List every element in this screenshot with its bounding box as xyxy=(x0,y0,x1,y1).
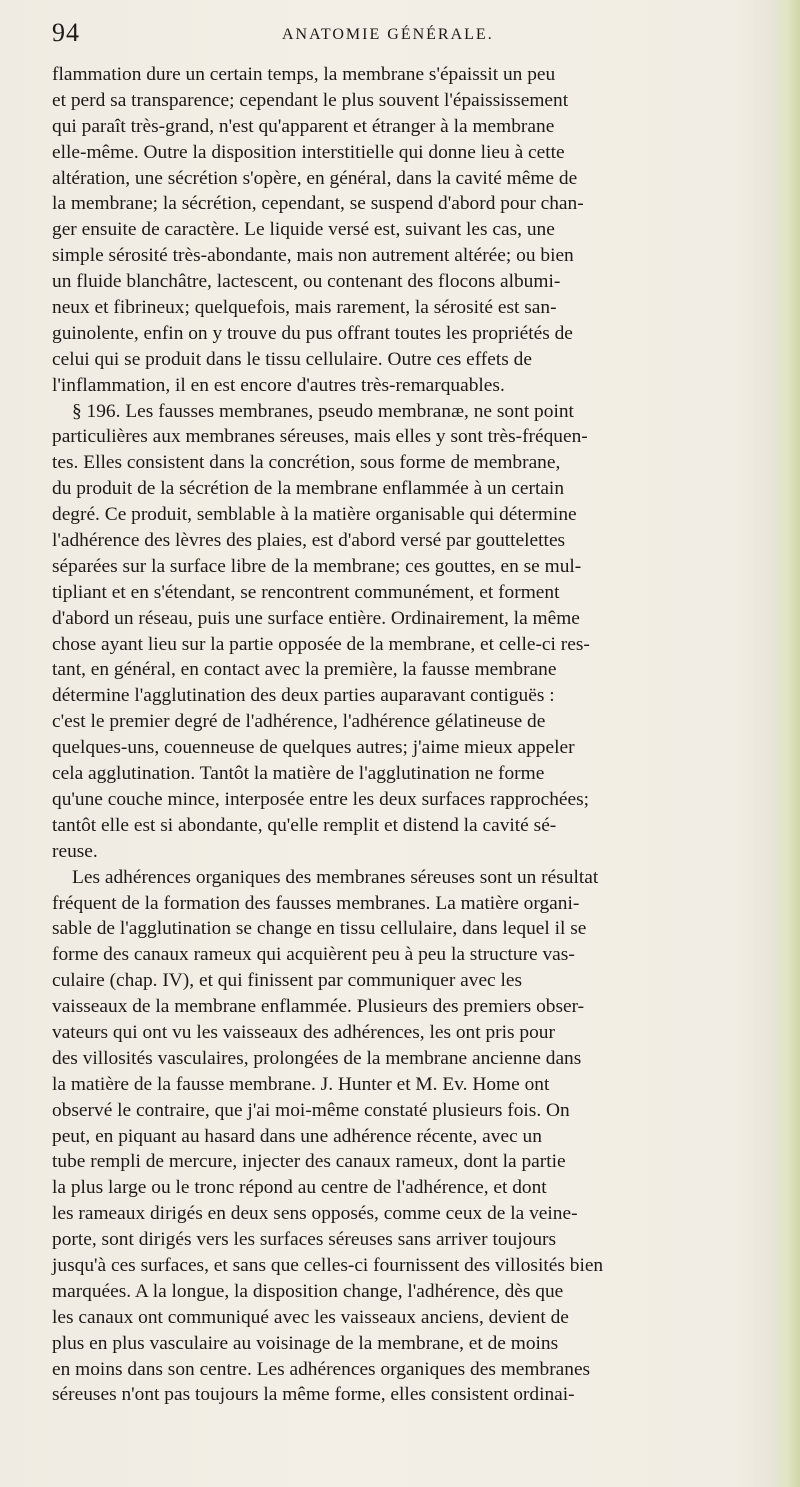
text-line: qui paraît très-grand, n'est qu'apparent et étranger à la membrane xyxy=(52,115,555,137)
text-line: quelques-uns, couenneuse de quelques autres; j'aime mieux appeler xyxy=(52,737,575,759)
text-line: sable de l'agglutination se change en tissu cellulaire, dans lequel il se xyxy=(52,918,587,940)
text-line: celui qui se produit dans le tissu cellulaire. Outre ces effets de xyxy=(52,348,532,370)
text-line: un fluide blanchâtre, lactescent, ou contenant des flocons albumi- xyxy=(52,271,561,293)
text-line: porte, sont dirigés vers les surfaces séreuses sans arriver toujours xyxy=(52,1229,557,1251)
text-line: simple sérosité très-abondante, mais non autrement altérée; ou bien xyxy=(52,245,574,267)
text-line: plus en plus vasculaire au voisinage de la membrane, et de moins xyxy=(52,1332,559,1354)
page-number: 94 xyxy=(52,18,80,47)
page-edge-shadow xyxy=(774,0,800,1487)
text-line: séreuses n'ont pas toujours la même forme, elles consistent ordinai- xyxy=(52,1384,575,1406)
text-line: et perd sa transparence; cependant le plus souvent l'épaississement xyxy=(52,89,569,111)
paragraph-start: Les adhérences organiques des membranes séreuses sont un résultat xyxy=(72,866,599,888)
text-line xyxy=(52,1408,764,1434)
text-line: flammation dure un certain temps, la membrane s'épaissit un peu xyxy=(52,64,556,85)
text-line: tant, en général, en contact avec la première, la fausse membrane xyxy=(52,659,557,681)
text-line: altération, une sécrétion s'opère, en général, dans la cavité même de xyxy=(52,167,578,189)
text-line: cela agglutination. Tantôt la matière de l'agglutination ne forme xyxy=(52,763,545,785)
text-line: jusqu'à ces surfaces, et sans que celles-ci fournissent des villosités bien xyxy=(52,1254,604,1276)
text-line: tipliant et en s'étendant, se rencontrent communément, et forment xyxy=(52,581,560,603)
text-line: culaire (chap. IV), et qui finissent par communiquer avec les xyxy=(52,970,523,992)
text-line: qu'une couche mince, interposée entre les deux surfaces rapprochées; xyxy=(52,788,590,810)
text-line: marquées. A la longue, la disposition change, l'adhérence, dès que xyxy=(52,1280,564,1302)
text-line: du produit de la sécrétion de la membrane enflammée à un certain xyxy=(52,478,565,500)
text-line: guinolente, enfin on y trouve du pus offrant toutes les propriétés de xyxy=(52,322,573,344)
text-line: vateurs qui ont vu les vaisseaux des adhérences, les ont pris pour xyxy=(52,1021,555,1043)
text-line: particulières aux membranes séreuses, mais elles y sont très-fréquen- xyxy=(52,426,588,448)
text-line: observé le contraire, que j'ai moi-même constaté plusieurs fois. On xyxy=(52,1099,570,1121)
text-line: neux et fibrineux; quelquefois, mais rarement, la sérosité est san- xyxy=(52,297,557,319)
text-line: des villosités vasculaires, prolongées de la membrane ancienne dans xyxy=(52,1047,582,1069)
text-line: ger ensuite de caractère. Le liquide versé est, suivant les cas, une xyxy=(52,219,555,241)
text-line: forme des canaux rameux qui acquièrent peu à peu la structure vas- xyxy=(52,944,575,966)
text-line: reuse. xyxy=(52,840,98,862)
text-line: l'adhérence des lèvres des plaies, est d'abord versé par gouttelettes xyxy=(52,530,566,552)
text-line: elle-même. Outre la disposition interstitielle qui donne lieu à cette xyxy=(52,141,565,163)
text-line: tantôt elle est si abondante, qu'elle remplit et distend la cavité sé- xyxy=(52,814,557,836)
text-line: degré. Ce produit, semblable à la matière organisable qui détermine xyxy=(52,504,577,526)
text-line: l'inflammation, il en est encore d'autres très-remarquables. xyxy=(52,374,505,396)
text-line: les canaux ont communiqué avec les vaisseaux anciens, devient de xyxy=(52,1306,569,1328)
text-line: en moins dans son centre. Les adhérences organiques des membranes xyxy=(52,1358,591,1380)
text-line: la matière de la fausse membrane. J. Hunter et M. Ev. Home ont xyxy=(52,1073,550,1095)
text-line: chose ayant lieu sur la partie opposée de la membrane, et celle-ci res- xyxy=(52,633,590,655)
text-line: tes. Elles consistent dans la concrétion, sous forme de membrane, xyxy=(52,452,561,474)
text-line: fréquent de la formation des fausses membranes. La matière organi- xyxy=(52,892,580,914)
text-line: vaisseaux de la membrane enflammée. Plusieurs des premiers obser- xyxy=(52,996,585,1018)
text-line: tube rempli de mercure, injecter des canaux rameux, dont la partie xyxy=(52,1151,566,1173)
text-line: les rameaux dirigés en deux sens opposés, comme ceux de la veine- xyxy=(52,1203,578,1225)
text-line: c'est le premier degré de l'adhérence, l'adhérence gélatineuse de xyxy=(52,711,546,733)
text-line: la membrane; la sécrétion, cependant, se suspend d'abord pour chan- xyxy=(52,193,584,215)
text-line: séparées sur la surface libre de la membrane; ces gouttes, en se mul- xyxy=(52,555,582,577)
text-line: la plus large ou le tronc répond au centre de l'adhérence, et dont xyxy=(52,1177,547,1199)
section-196-start: § 196. Les fausses membranes, pseudo membranæ, ne sont point xyxy=(72,400,574,422)
page-header xyxy=(52,18,752,54)
text-line: peut, en piquant au hasard dans une adhérence récente, avec un xyxy=(52,1125,542,1147)
body-text xyxy=(52,62,764,1434)
text-line: d'abord un réseau, puis une surface entière. Ordinairement, la même xyxy=(52,607,580,629)
text-line: détermine l'agglutination des deux parties auparavant contiguës : xyxy=(52,685,555,707)
running-head: ANATOMIE GÉNÉRALE. xyxy=(282,26,494,43)
